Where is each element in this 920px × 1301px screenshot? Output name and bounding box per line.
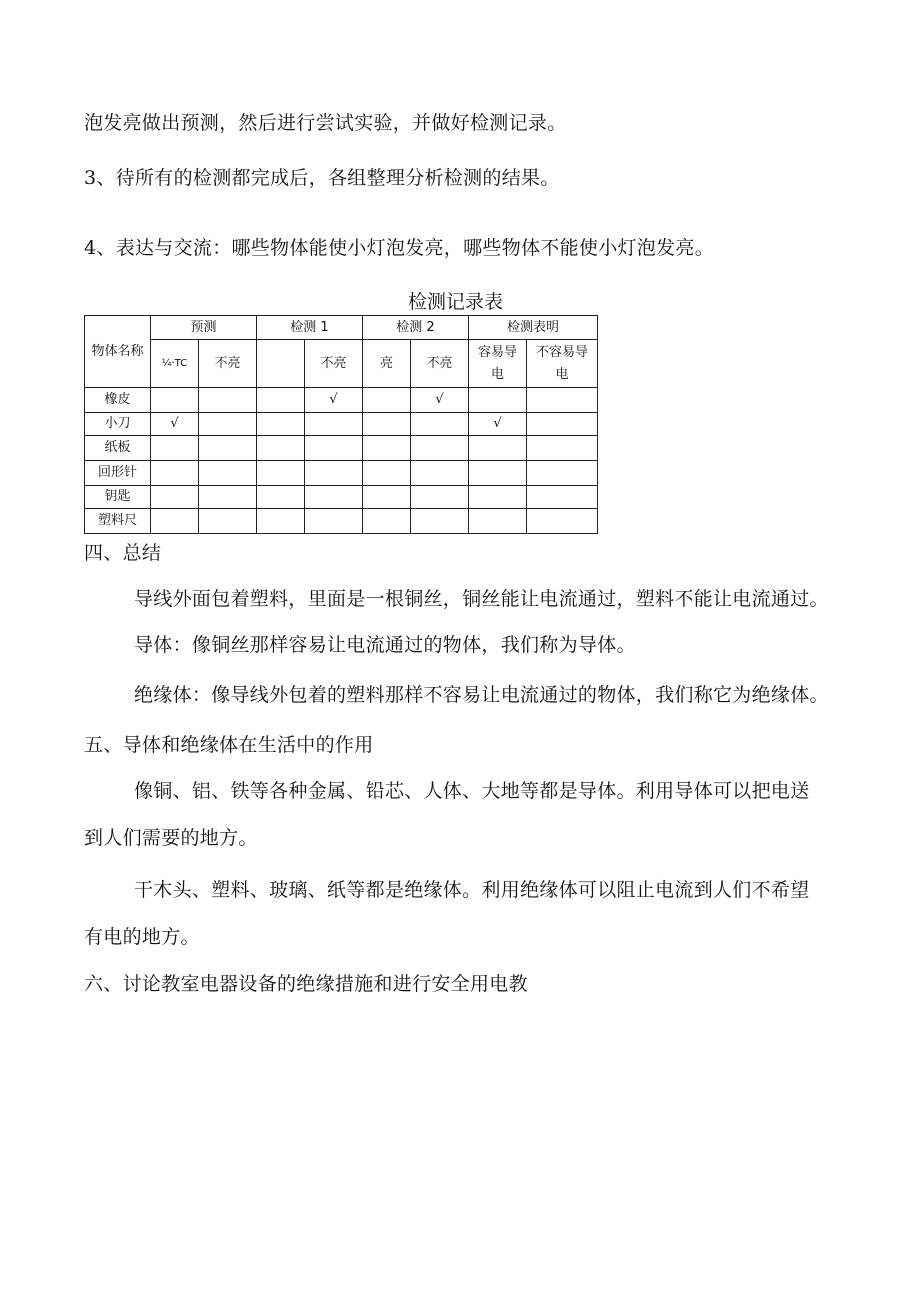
table-row: [85, 436, 598, 461]
row-cell: [411, 413, 469, 436]
row-cell: √: [151, 413, 199, 436]
table-body: [85, 388, 598, 534]
row-cell: [527, 436, 598, 461]
row-cell: √: [305, 388, 363, 413]
row-cell: √: [411, 388, 469, 413]
row-cell: [305, 461, 363, 486]
section-5-paragraph-1-line-2: 到人们需要的地方。: [84, 827, 258, 849]
row-cell: [257, 509, 305, 534]
row-cell: [469, 436, 527, 461]
row-object-name: 钥匙: [85, 486, 151, 509]
row-cell: [411, 509, 469, 534]
row-cell: [199, 436, 257, 461]
row-cell: [199, 509, 257, 534]
table-row: [85, 486, 598, 509]
header-test-1: 检测 1: [257, 316, 363, 340]
row-cell: [199, 486, 257, 509]
header-prediction-not-bright: 不亮: [199, 340, 257, 388]
header-test2-not-bright: 不亮: [411, 340, 469, 388]
table-row: [85, 461, 598, 486]
paragraph-step-4: 4、表达与交流：哪些物体能使小灯泡发亮，哪些物体不能使小灯泡发亮。: [84, 237, 714, 259]
row-cell: [527, 413, 598, 436]
table-row: [85, 413, 598, 436]
row-cell: [151, 461, 199, 486]
row-cell: [527, 388, 598, 413]
row-object-name: 塑料尺: [85, 509, 151, 534]
row-cell: [305, 509, 363, 534]
header-prediction: 预测: [151, 316, 257, 340]
row-cell: [469, 461, 527, 486]
row-cell: [411, 461, 469, 486]
row-cell: [257, 461, 305, 486]
row-cell: [411, 436, 469, 461]
row-cell: [363, 413, 411, 436]
row-cell: [305, 413, 363, 436]
header-test1-bright: [257, 340, 305, 388]
row-cell: [199, 388, 257, 413]
row-cell: [363, 509, 411, 534]
header-test2-bright: 亮: [363, 340, 411, 388]
table-row: [85, 509, 598, 534]
row-cell: [363, 388, 411, 413]
summary-conductor-definition: 导体：像铜丝那样容易让电流通过的物体，我们称为导体。: [134, 634, 636, 656]
row-cell: [257, 486, 305, 509]
summary-heading: 四、总结: [84, 542, 162, 564]
row-cell: [151, 486, 199, 509]
header-object-name: [85, 316, 151, 388]
header-object-name-text: 物体名称: [91, 343, 144, 359]
header-conductive: 容易导电: [469, 340, 527, 388]
row-cell: [199, 461, 257, 486]
row-cell: [305, 436, 363, 461]
row-cell: [469, 486, 527, 509]
header-not-conductive: 不容易导电: [527, 340, 598, 388]
row-object-name: 回形针: [85, 461, 151, 486]
row-cell: [411, 486, 469, 509]
row-cell: [363, 486, 411, 509]
row-cell: √: [469, 413, 527, 436]
section-5-heading: 五、导体和绝缘体在生活中的作用: [84, 734, 374, 756]
row-cell: [151, 388, 199, 413]
row-cell: [257, 436, 305, 461]
header-prediction-bright: ¼·TC: [151, 340, 199, 388]
row-cell: [257, 388, 305, 413]
row-cell: [151, 509, 199, 534]
paragraph-step-3: 3、待所有的检测都完成后，各组整理分析检测的结果。: [84, 167, 560, 189]
section-5-paragraph-1-line-1: 像铜、铝、铁等各种金属、铅芯、人体、大地等都是导体。利用导体可以把电送: [134, 780, 810, 802]
record-table: [84, 315, 598, 534]
row-cell: [151, 436, 199, 461]
paragraph-step-2-tail: 泡发亮做出预测，然后进行尝试实验，并做好检测记录。: [84, 112, 567, 134]
row-cell: [363, 436, 411, 461]
section-6-heading: 六、讨论教室电器设备的绝缘措施和进行安全用电教: [84, 973, 528, 995]
section-5-paragraph-2-line-2: 有电的地方。: [84, 926, 200, 948]
row-cell: [257, 413, 305, 436]
section-5-paragraph-2-line-1: 干木头、塑料、玻璃、纸等都是绝缘体。利用绝缘体可以阻止电流到人们不希望: [134, 879, 810, 901]
header-test-2: 检测 2: [363, 316, 469, 340]
row-cell: [527, 509, 598, 534]
row-cell: [527, 461, 598, 486]
row-cell: [363, 461, 411, 486]
row-object-name: 橡皮: [85, 388, 151, 413]
summary-paragraph-1: 导线外面包着塑料，里面是一根铜丝，铜丝能让电流通过，塑料不能让电流通过。: [134, 588, 829, 610]
row-cell: [469, 388, 527, 413]
summary-insulator-definition: 绝缘体：像导线外包着的塑料那样不容易让电流通过的物体，我们称它为绝缘体。: [134, 684, 829, 706]
row-object-name: 纸板: [85, 436, 151, 461]
row-cell: [199, 413, 257, 436]
header-conclusion: 检测表明: [469, 316, 598, 340]
row-object-name: 小刀: [85, 413, 151, 436]
table-row: [85, 388, 598, 413]
table-title: 检测记录表: [408, 291, 504, 313]
row-cell: [305, 486, 363, 509]
row-cell: [469, 509, 527, 534]
header-test1-not-bright: 不亮: [305, 340, 363, 388]
row-cell: [527, 486, 598, 509]
